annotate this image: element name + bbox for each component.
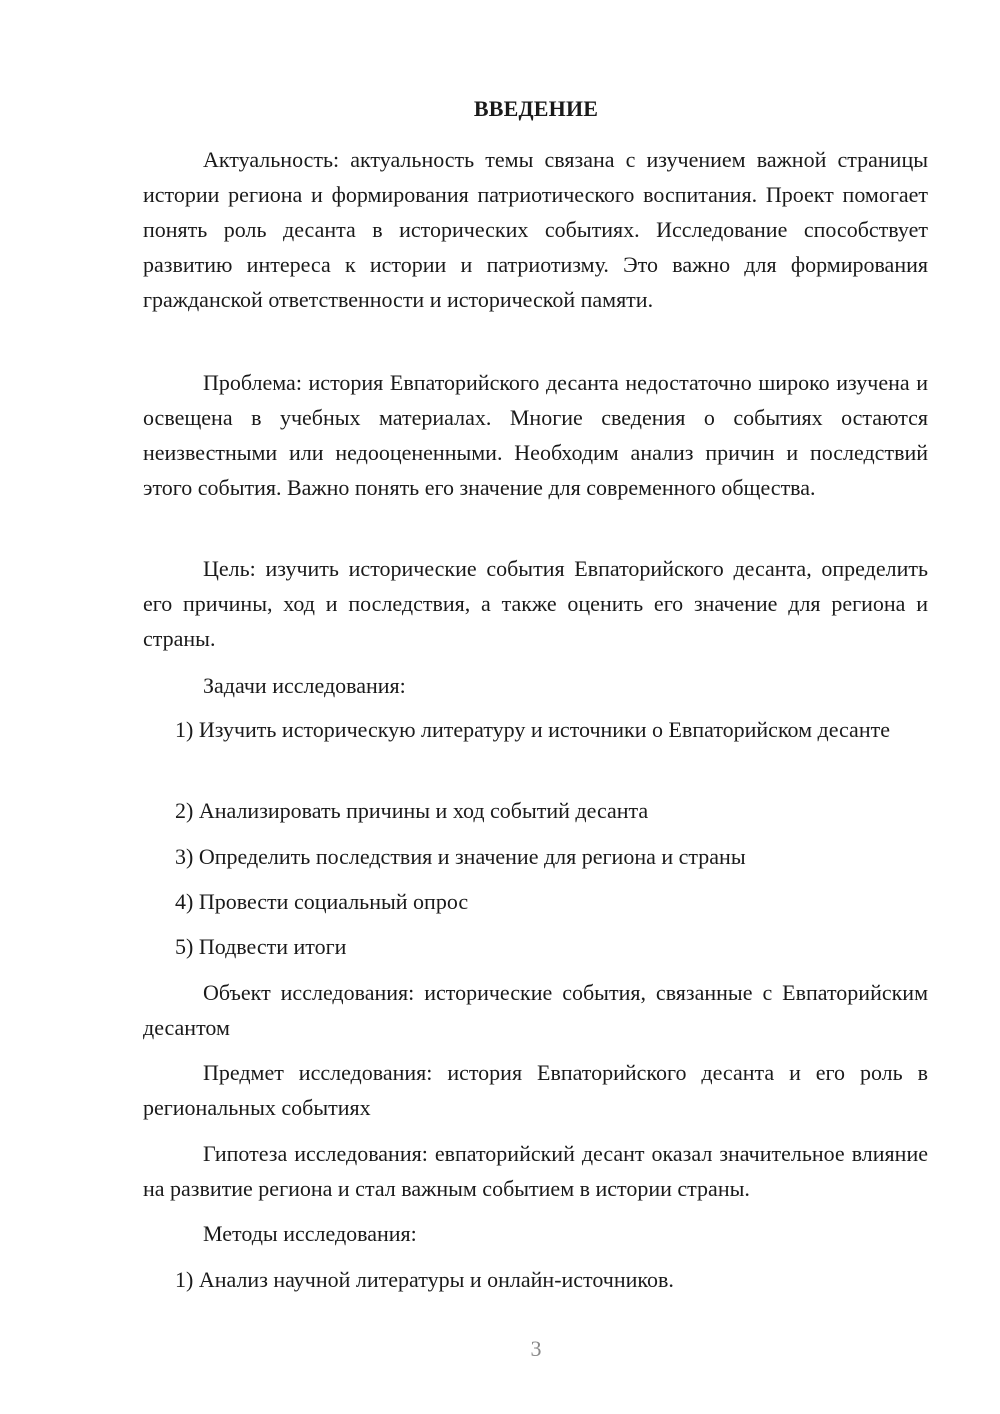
methods-heading: Методы исследования: [203,1221,417,1246]
subject-paragraph: Предмет исследования: история Евпаторийского десанта и его роль в региональных событиях [143,1060,928,1120]
tasks-heading: Задачи исследования: [203,673,406,698]
goal-paragraph: Цель: изучить исторические события Евпаторийского десанта, определить его причины, ход и последствия, а также оценить его значение для региона и страны. [143,556,928,651]
problem-paragraph: Проблема: история Евпаторийского десанта недостаточно широко изучена и освещена в учебных материалах. Многие сведения о событиях остаются неизвестными или недооцененными. Необходим анализ причин и последствий этого события. Важно понять его значение для современного общества. [143,370,928,500]
section-heading: ВВЕДЕНИЕ [473,96,599,121]
relevance-paragraph: Актуальность: актуальность темы связана с изучением важной страницы истории региона и формирования патриотического воспитания. Проект помогает понять роль десанта в исторических событиях. Исследование способствует развитию интереса к истории и патриотизму. Это важно для формирования гражданской ответственности и исторической памяти. [143,147,928,312]
task-item: 2) Анализировать причины и ход событий десанта [175,798,649,823]
method-item: 1) Анализ научной литературы и онлайн-источников. [175,1267,674,1292]
task-item: 3) Определить последствия и значение для региона и страны [175,844,746,869]
task-item: 5) Подвести итоги [175,934,347,959]
task-item: 4) Провести социальный опрос [175,889,469,914]
page-number: 3 [530,1336,542,1361]
object-paragraph: Объект исследования: исторические события, связанные с Евпаторийским десантом [143,980,928,1040]
hypothesis-paragraph: Гипотеза исследования: евпаторийский десант оказал значительное влияние на развитие региона и стал важным событием в истории страны. [143,1141,928,1201]
task-item: 1) Изучить историческую литературу и источники о Евпаторийском десанте [175,717,890,742]
